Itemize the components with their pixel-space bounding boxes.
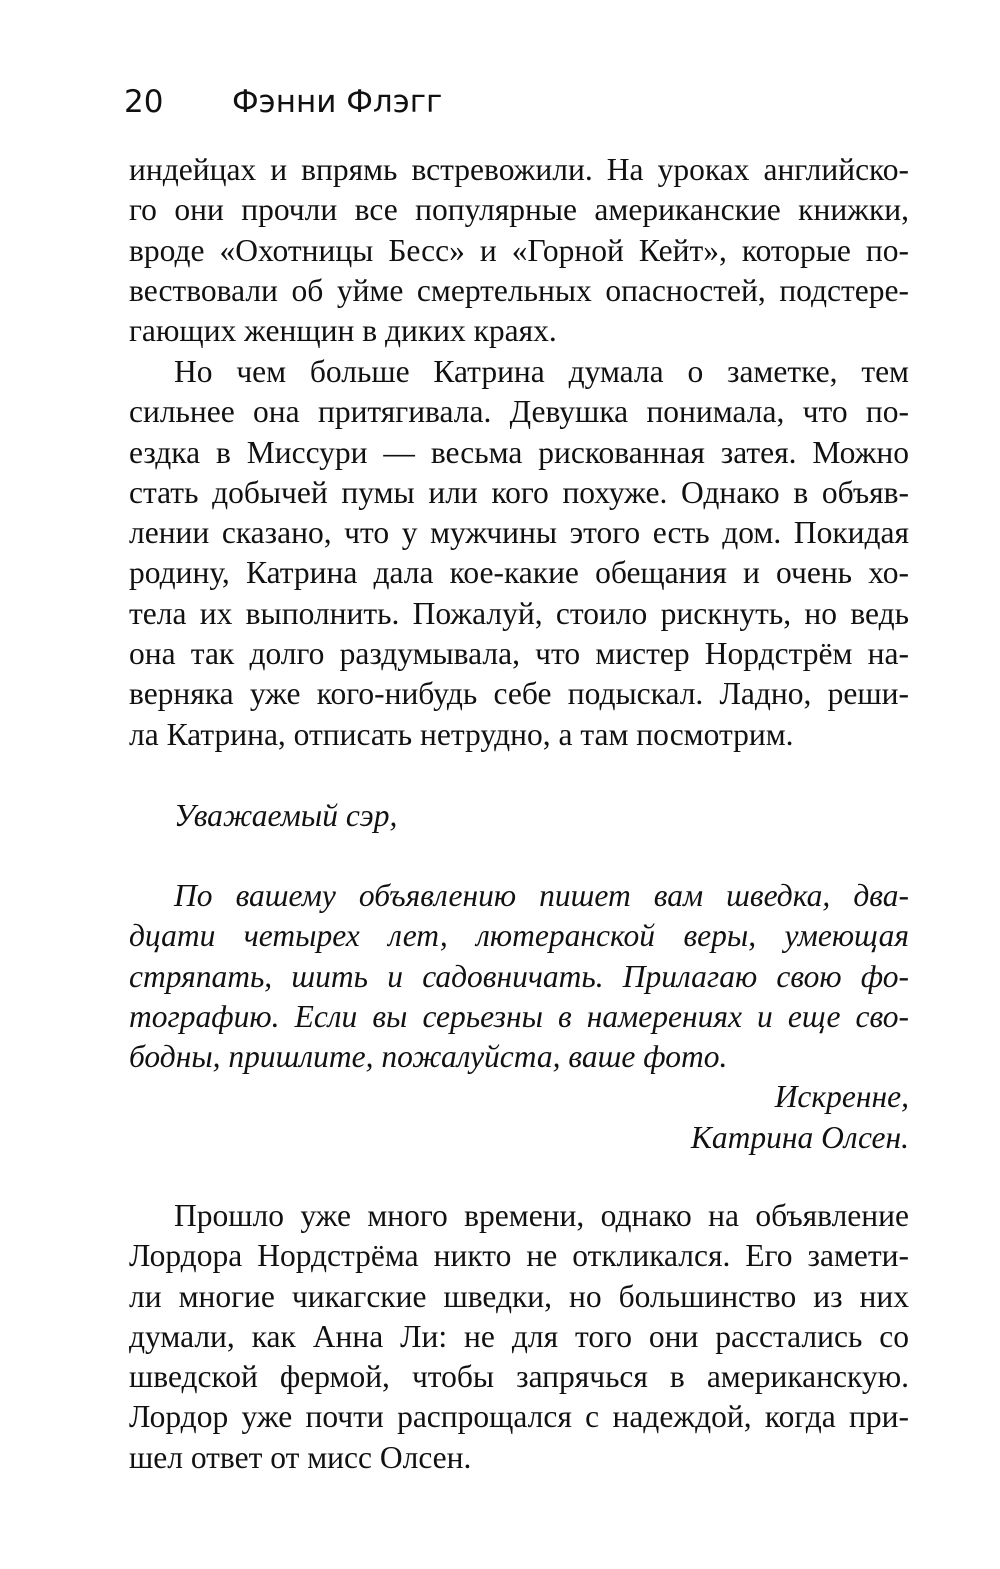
letter-closing: Искренне, [774,1079,909,1115]
text-line: Прошло уже много времени, однако на объявление [174,1198,909,1233]
text-line: стать добычей пумы или кого похуже. Однако в объяв- [129,474,909,510]
text-line: ездка в Миссури — весьма рискованная затея. Можно [129,434,909,470]
letter-line: стряпать, шить и садовничать. Прилагаю свою фо- [129,958,909,994]
letter-line: тографию. Если вы серьезны в намерениях и еще сво- [129,998,909,1034]
paragraph-no-response [129,1196,909,1478]
paragraph-continued [129,150,909,351]
salutation-text: Уважаемый сэр, [174,798,398,833]
paragraph-katrina-decision [129,352,909,755]
letter-line: бодны, пришлите, пожалуйста, ваше фото. [129,1039,728,1075]
text-line: ли многие чикагские шведки, но большинство из них [129,1278,909,1314]
text-line: Но чем больше Катрина думала о заметке, тем [174,354,909,389]
text-line: думали, как Анна Ли: не для того они расстались со [129,1318,909,1354]
text-line: индейцах и впрямь встревожили. На уроках английско- [129,152,909,187]
letter-salutation [129,796,909,836]
text-line: шведской фермой, чтобы запрячься в американскую. [129,1359,909,1395]
text-line: тела их выполнить. Пожалуй, стоило рискнуть, но ведь [129,595,909,631]
text-line: родину, Катрина дала кое-какие обещания и очень хо- [129,555,909,591]
text-line: сильнее она притягивала. Девушка понимала, что по- [129,394,909,430]
letter-line: По вашему объявлению пишет вам шведка, два- [174,878,909,913]
letter-line: дцати четырех лет, лютеранской веры, умеющая [129,918,909,954]
running-header [124,78,442,126]
text-line: верняка уже кого-нибудь себе подыскал. Ладно, реши- [129,676,909,712]
text-line: вроде «Охотницы Бесс» и «Горной Кейт», которые по- [129,232,909,268]
text-line: го они прочли все популярные американские книжки, [129,192,909,228]
letter-signature: Катрина Олсен. [690,1119,909,1155]
running-title: Фэнни Флэгг [232,84,443,120]
text-line: Лордора Нордстрёма никто не откликался. Его замети- [129,1238,909,1274]
letter-body [129,876,909,1158]
text-line: Лордор уже почти распрощался с надеждой, когда при- [129,1399,909,1435]
page-number: 20 [124,84,164,120]
text-line: она так долго раздумывала, что мистер Нордстрём на- [129,636,909,672]
text-line: ла Катрина, отписать нетрудно, а там посмотрим. [129,716,794,752]
text-line: гающих женщин в диких краях. [129,313,557,349]
text-line: лении сказано, что у мужчины этого есть дом. Покидая [129,515,909,551]
text-line: вествовали об уйме смертельных опасностей, подстере- [129,272,909,308]
text-line: шел ответ от мисс Олсен. [129,1439,472,1475]
